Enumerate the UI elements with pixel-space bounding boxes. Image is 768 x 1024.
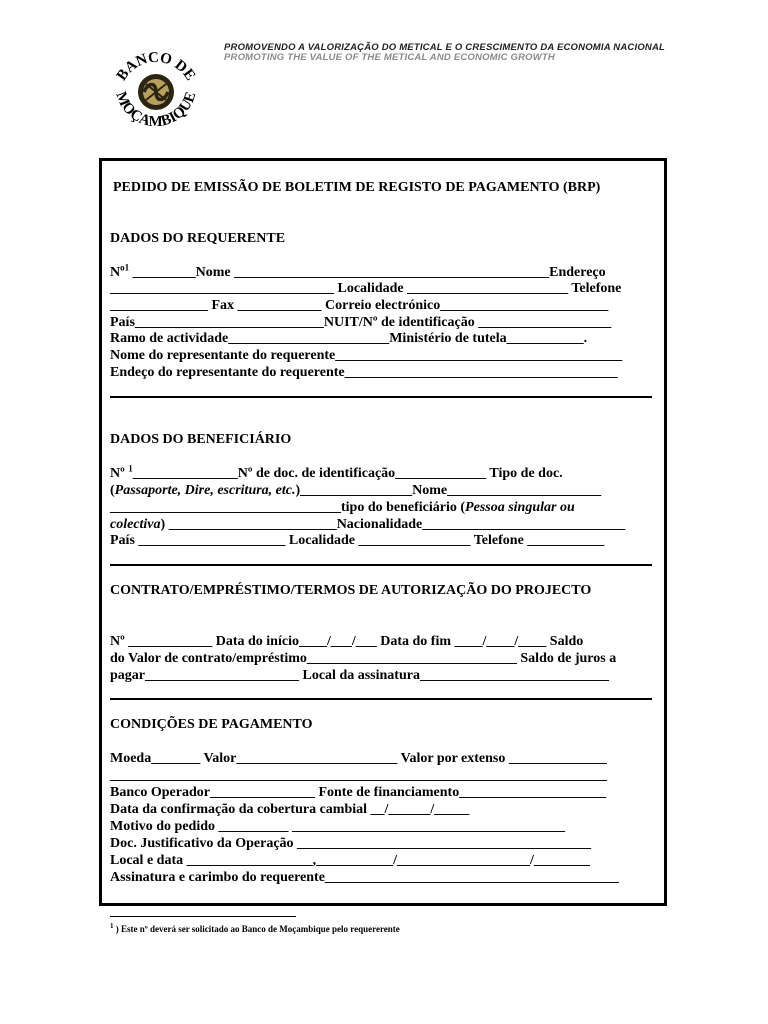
beneficiario-line-2 xyxy=(110,483,601,499)
pagamento-line-1: Moeda_______ Valor_______________________ Valor por extenso ______________ xyxy=(110,751,607,766)
beneficiario-line-1 xyxy=(110,463,563,482)
section-divider xyxy=(110,396,652,398)
beneficiary-type-options: Pessoa singular ou xyxy=(465,500,575,515)
number-label: Nº xyxy=(110,466,129,481)
id-doc-fields: _______________Nº de doc. de identificação_____________ Tipo de doc. xyxy=(132,466,563,481)
section-heading-beneficiario: DADOS DO BENEFICIÁRIO xyxy=(110,432,292,447)
footnote-mark: 1 xyxy=(110,922,114,930)
beneficiary-type-label: _________________________________tipo do beneficiário ( xyxy=(110,500,466,515)
section-heading-pagamento: CONDIÇÕES DE PAGAMENTO xyxy=(110,717,313,732)
paren-open: ( xyxy=(110,483,115,498)
svg-text:BANCO DE: BANCO DE xyxy=(113,49,199,84)
contrato-line-2: do Valor de contrato/empréstimo______________________________ Saldo de juros a xyxy=(110,651,617,666)
beneficiary-type-option-colectiva: colectiva xyxy=(110,517,161,532)
section-heading-requerente: DADOS DO REQUERENTE xyxy=(110,231,286,246)
pagamento-line-8: Assinatura e carimbo do requerente__________________________________________ xyxy=(110,870,619,885)
form-title: PEDIDO DE EMISSÃO DE BOLETIM DE REGISTO DE PAGAMENTO (BRP) xyxy=(113,180,601,195)
emblem-icon xyxy=(138,74,174,110)
requerente-line-5: Ramo de actividade_______________________Ministério de tutela___________. xyxy=(110,331,588,346)
svg-text:MOÇAMBIQUE: MOÇAMBIQUE xyxy=(112,89,200,131)
footnote-rule xyxy=(110,916,296,917)
tagline-english: PROMOTING THE VALUE OF THE METICAL AND ECONOMIC GROWTH xyxy=(224,52,555,63)
pagamento-line-7: Local e data __________________,___________/___________________/________ xyxy=(110,853,590,868)
contrato-line-3: pagar______________________ Local da assinatura___________________________ xyxy=(110,668,609,683)
contrato-line-1: Nº ____________ Data do início____/___/___ Data do fim ____/____/____ Saldo xyxy=(110,634,584,649)
footnote-ref: o1 xyxy=(120,262,130,273)
pagamento-line-2: _______________________________________________________________________ xyxy=(110,768,607,783)
requerente-line-7: Endeço do representante do requerente_______________________________________ xyxy=(110,365,618,380)
beneficiario-line-3 xyxy=(110,500,575,516)
number-label: N xyxy=(110,265,121,280)
banco-de-mocambique-logo xyxy=(104,40,208,144)
nationality-field: ) ________________________Nacionalidade_____________________________ xyxy=(160,517,626,532)
footnote-ref: 1 xyxy=(128,463,133,474)
name-address-fields: _________Nome _____________________________________________Endereço xyxy=(129,265,606,280)
pagamento-line-5: Motivo do pedido __________ _______________________________________ xyxy=(110,819,566,834)
requerente-line-1 xyxy=(110,262,606,281)
pagamento-line-3: Banco Operador_______________ Fonte de financiamento_____________________ xyxy=(110,785,607,800)
name-field: )________________Nome______________________ xyxy=(295,483,602,498)
requerente-line-4: País___________________________NUIT/Nº de identificação ___________________ xyxy=(110,315,612,330)
requerente-line-3: ______________ Fax ____________ Correio electrónico________________________ xyxy=(110,298,609,313)
section-divider xyxy=(110,564,652,566)
beneficiario-line-4 xyxy=(110,517,625,533)
requerente-line-2: ________________________________ Localidade _______________________ Telefone xyxy=(110,281,622,296)
pagamento-line-4: Data da confirmação da cobertura cambial __/______/_____ xyxy=(110,802,470,817)
beneficiario-line-5: País _____________________ Localidade ________________ Telefone ___________ xyxy=(110,533,605,548)
footnote xyxy=(110,924,400,934)
section-divider xyxy=(110,698,652,700)
section-heading-contrato: CONTRATO/EMPRÉSTIMO/TERMOS DE AUTORIZAÇÃO DO PROJECTO xyxy=(110,583,592,598)
pagamento-line-6: Doc. Justificativo da Operação __________________________________________ xyxy=(110,836,592,851)
footnote-text: ) Este nº deverá ser solicitado ao Banco de Moçambique pelo requererente xyxy=(113,924,400,934)
requerente-line-6: Nome do representante do requerente_________________________________________ xyxy=(110,348,623,363)
tagline-portuguese: PROMOVENDO A VALORIZAÇÃO DO METICAL E O CRESCIMENTO DA ECONOMIA NACIONAL xyxy=(224,42,666,53)
doc-type-examples: Passaporte, Dire, escritura, etc. xyxy=(114,483,296,498)
